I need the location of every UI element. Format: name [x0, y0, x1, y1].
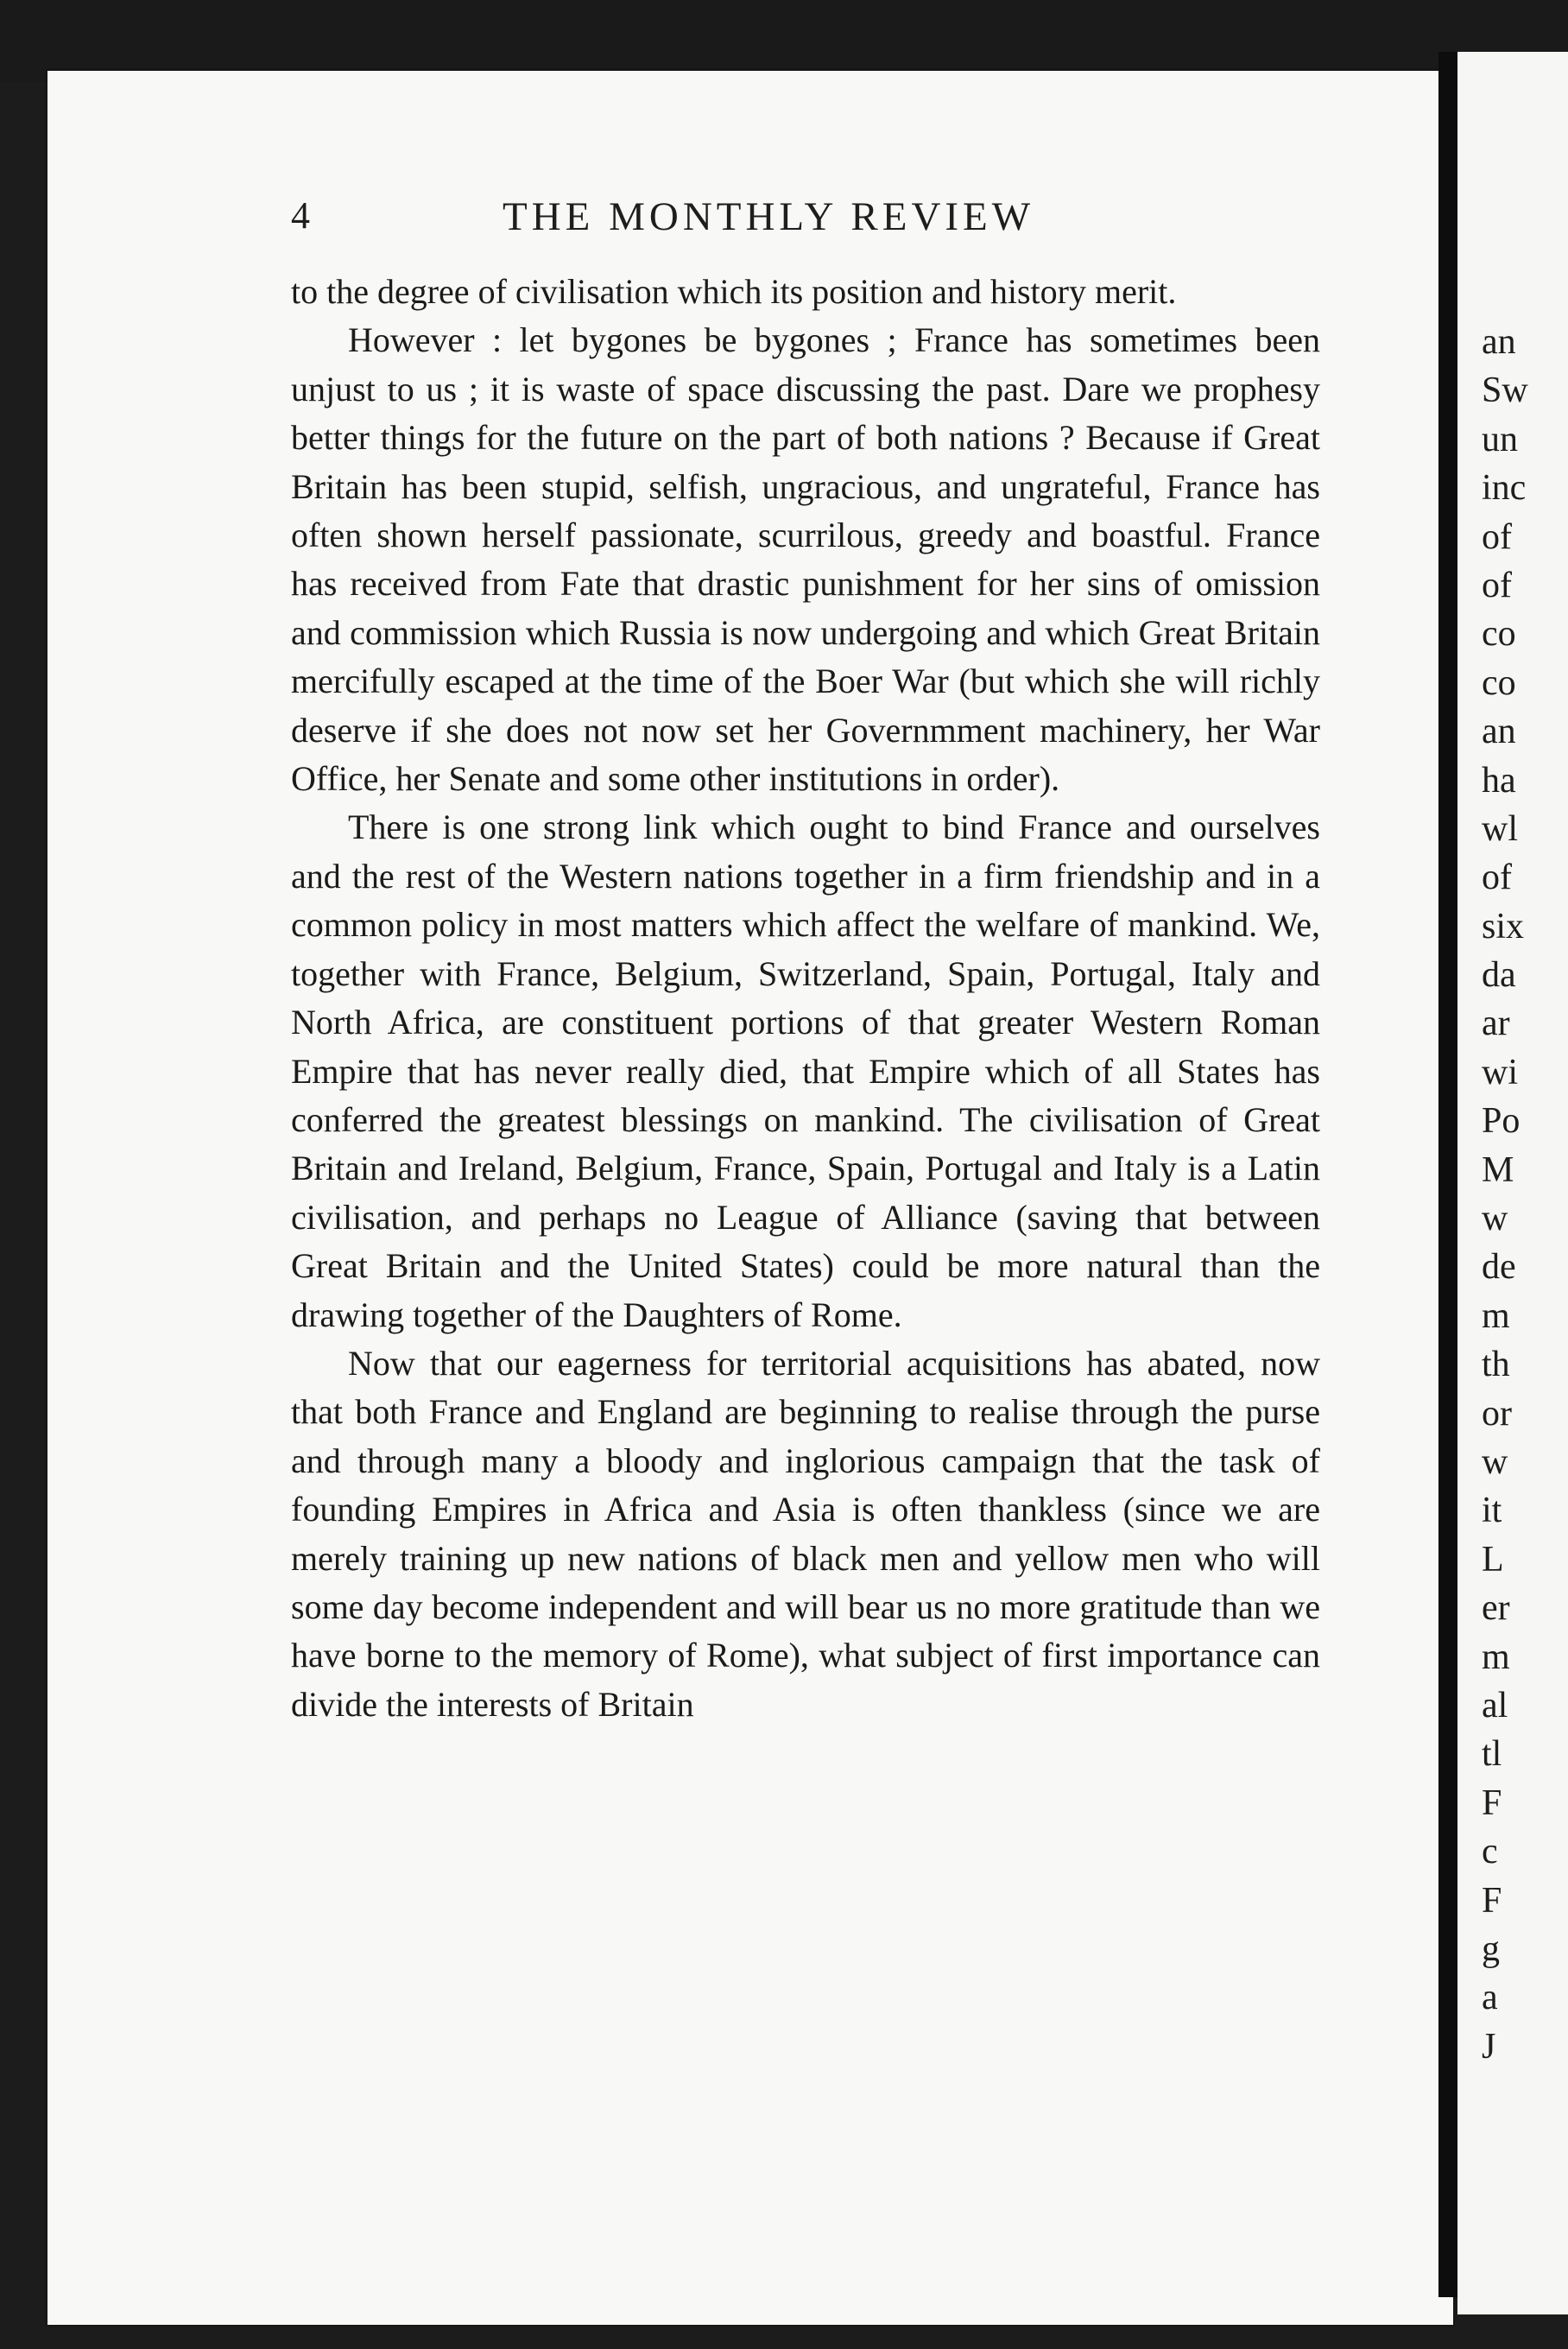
facing-page-edge: [1457, 52, 1568, 2314]
facing-page-line: Po: [1482, 1101, 1521, 1142]
facing-page-line: co: [1482, 662, 1516, 703]
journal-title: THE MONTHLY REVIEW: [503, 194, 1035, 239]
scanner-background: [0, 0, 1568, 82]
body-text: [291, 268, 1320, 1729]
paragraph: There is one strong link which ought to bind France and ourselves and the rest of the Western nations together in a firm friendship and in a common policy in most matters which affect the welfare of mankind. We, together with France, Belgium, Switzerland, Spain, Portugal, Italy and North Africa, are constituent portions of that greater Western Roman Empire that has never really died, that Empire which of all States has conferred the greatest blessings on mankind. The civilisation of Great Britain and Ireland, Belgium, France, Spain, Portugal and Italy is a Latin civilisation, and perhaps no League of Alliance (saving that between Great Britain and the United States) could be more natural than the drawing together of the Daughters of Rome.: [291, 807, 1320, 1334]
facing-page-line: g: [1482, 1928, 1500, 1969]
facing-page-line: al: [1482, 1685, 1508, 1725]
facing-page-line: c: [1482, 1832, 1498, 1872]
facing-page-line: m: [1482, 1295, 1510, 1336]
facing-page-line: ar: [1482, 1004, 1510, 1044]
facing-page-line: m: [1482, 1637, 1510, 1677]
facing-page-line: L: [1482, 1539, 1504, 1580]
facing-page-line: un: [1482, 419, 1518, 459]
facing-page-text: [1482, 318, 1528, 2071]
facing-page-line: Sw: [1482, 370, 1528, 411]
facing-page-line: F: [1482, 1880, 1502, 1921]
facing-page-line: an: [1482, 712, 1516, 752]
paragraph: Now that our eagerness for territorial acquisitions has abated, now that both France and England are beginning to realise through the purse and through many a bloody and inglorious campaign that the task of founding Empires in Africa and Asia is often thankless (since we are merely training up new nations of black men and yellow men who will some day become independent and will bear us no more gratitude than we have borne to the memory of Rome), what subject of first importance can divide the interests of Britain: [291, 1343, 1320, 1724]
facing-page-line: w: [1482, 1199, 1508, 1239]
facing-page-line: J: [1482, 2026, 1496, 2067]
facing-page-line: th: [1482, 1345, 1510, 1385]
page-number: 4: [291, 194, 310, 237]
facing-page-line: of: [1482, 565, 1512, 605]
facing-page-line: a: [1482, 1978, 1498, 2018]
facing-page-line: ha: [1482, 760, 1516, 801]
book-spine: [1438, 52, 1457, 2297]
facing-page-line: it: [1482, 1491, 1502, 1531]
facing-page-line: or: [1482, 1393, 1512, 1434]
facing-page-line: wl: [1482, 808, 1518, 849]
facing-page-line: of: [1482, 858, 1512, 898]
facing-page-line: of: [1482, 516, 1512, 557]
facing-page-line: wi: [1482, 1052, 1518, 1092]
facing-page-line: M: [1482, 1149, 1514, 1190]
facing-page-line: da: [1482, 955, 1516, 996]
facing-page-line: w: [1482, 1441, 1508, 1482]
facing-page-line: F: [1482, 1782, 1502, 1823]
paragraph-continued: to the degree of civilisation which its position and history merit.: [291, 272, 1177, 311]
facing-page-line: an: [1482, 322, 1516, 362]
facing-page-line: six: [1482, 906, 1525, 947]
facing-page-line: tl: [1482, 1734, 1502, 1775]
facing-page-line: er: [1482, 1588, 1510, 1629]
facing-page-line: inc: [1482, 468, 1527, 509]
facing-page-line: de: [1482, 1247, 1516, 1288]
paragraph: However : let bygones be bygones ; France has sometimes been unjust to us ; it is waste of space discussing the past. Dare we prophesy better things for the future on the part of both nations ? Because if Great Britain has been stupid, selfish, ungracious, and ungrateful, France has often shown herself passionate, scurrilous, greedy and boastful. France has received from Fate that drastic punishment for her sins of omission and commission which Russia is now undergoing and which Great Britain mercifully escaped at the time of the Boer War (but which she will richly deserve if she does not now set her Governmment machinery, her War Office, her Senate and some other institutions in order).: [291, 320, 1320, 799]
running-head: [291, 193, 1405, 254]
facing-page-line: co: [1482, 614, 1516, 655]
